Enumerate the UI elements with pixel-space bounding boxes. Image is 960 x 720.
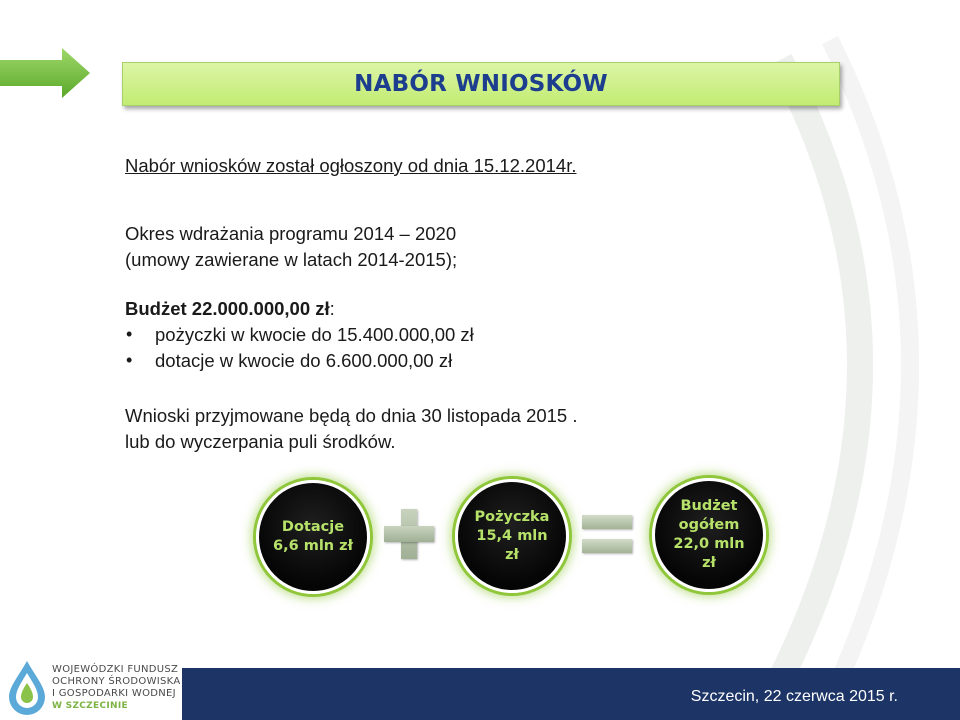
bullet-icon: •: [126, 350, 133, 370]
footer-date: Szczecin, 22 czerwca 2015 r.: [690, 688, 898, 705]
equals-icon: [582, 515, 632, 555]
wfosigw-logo: [0, 655, 180, 720]
logo-line-3: I GOSPODARKI WODNEJ: [52, 688, 176, 699]
period-line-1: Okres wdrażania programu 2014 – 2020: [125, 223, 457, 244]
pozyczka-label: Pożyczka 15,4 mln zł: [474, 508, 550, 563]
footer-bar: [182, 668, 960, 720]
logo-line-1: WOJEWÓDZKI FUNDUSZ: [52, 664, 179, 675]
pozyczka-circle: [455, 479, 569, 593]
bullet-icon: •: [126, 324, 133, 344]
deadline-line-2: lub do wyczerpania puli środków.: [125, 431, 396, 452]
period-line-2: (umowy zawierane w latach 2014-2015);: [125, 249, 458, 270]
water-drop-icon: [6, 659, 48, 717]
budget-heading-line: [125, 298, 335, 320]
title-bar: [122, 62, 840, 106]
announcement-text: Nabór wniosków został ogłoszony od dnia 15.12.2014r.: [125, 155, 577, 176]
budget-heading: Budżet 22.000.000,00 zł: [125, 298, 330, 319]
bullet-item-loans: pożyczki w kwocie do 15.400.000,00 zł: [155, 324, 474, 345]
budzet-label: Budżet ogółem 22,0 mln zł: [673, 498, 745, 571]
dotacje-circle: [256, 480, 370, 594]
plus-icon: [384, 509, 434, 559]
budget-colon: :: [329, 298, 335, 319]
budzet-circle: [652, 478, 766, 592]
arrow-right-icon: [0, 48, 90, 98]
logo-line-4: W SZCZECINIE: [52, 701, 128, 711]
page-title: NABÓR WNIOSKÓW: [354, 71, 608, 97]
deadline-line-1: Wnioski przyjmowane będą do dnia 30 listopada 2015 .: [125, 405, 578, 426]
bullet-item-grants: dotacje w kwocie do 6.600.000,00 zł: [155, 350, 453, 371]
logo-line-2: OCHRONY ŚRODOWISKA: [52, 676, 181, 687]
dotacje-label: Dotacje 6,6 mln zł: [272, 519, 353, 554]
